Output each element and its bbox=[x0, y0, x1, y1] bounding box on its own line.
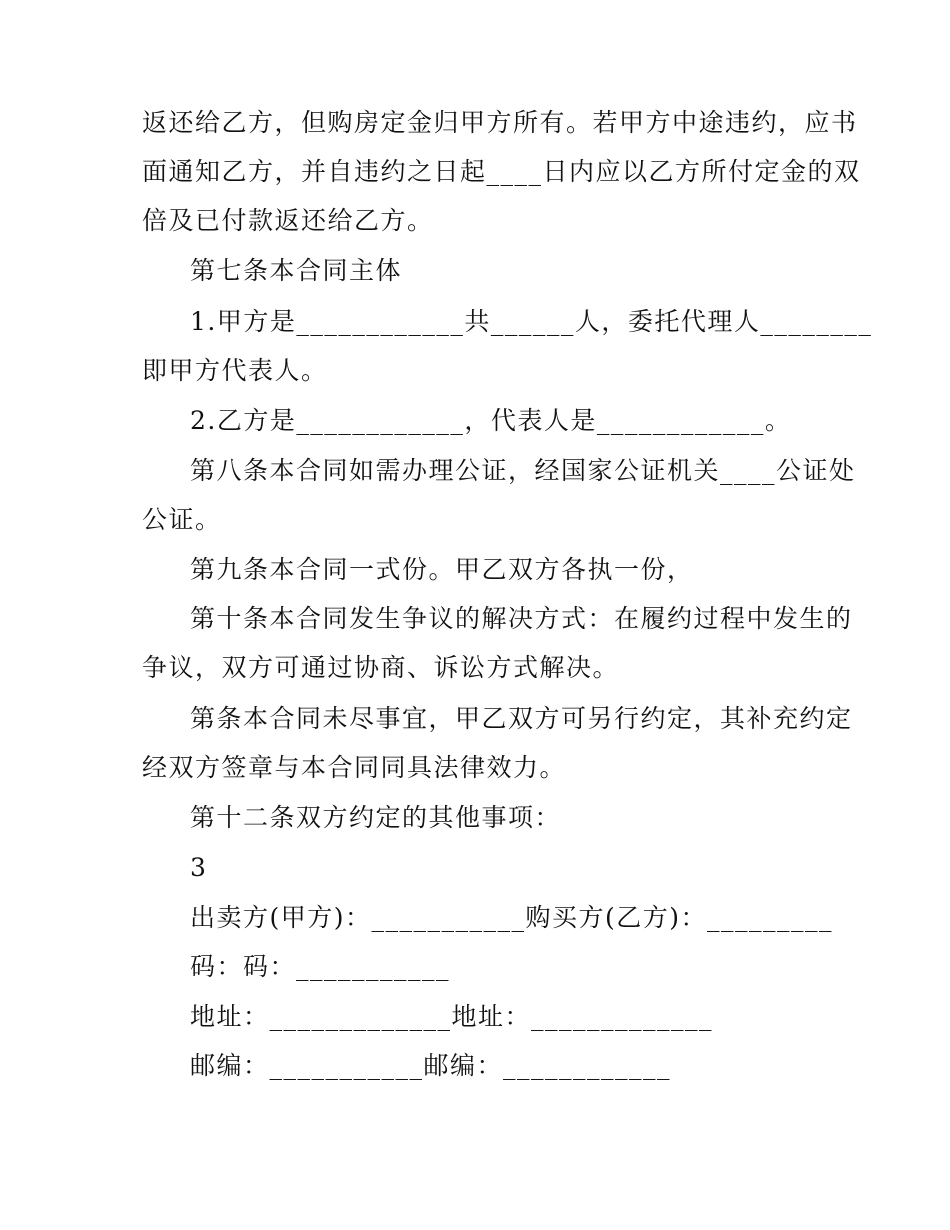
address-line: 地址：_____________地址：_____________ bbox=[190, 1002, 714, 1031]
text-line: 即甲方代表人。 bbox=[142, 356, 328, 385]
text-line: 面通知乙方，并自违约之日起____日内应以乙方所付定金的双 bbox=[142, 157, 861, 186]
article-12-heading: 第十二条双方约定的其他事项： bbox=[190, 803, 562, 832]
signature-parties-line: 出卖方(甲方)：___________购买方(乙方)：_________ bbox=[190, 903, 834, 932]
article-7-heading: 第七条本合同主体 bbox=[190, 256, 403, 285]
article-10-text: 第十条本合同发生争议的解决方式：在履约过程中发生的 bbox=[190, 604, 853, 633]
text-line: 1.甲方是____________共______人，委托代理人________ bbox=[190, 307, 873, 336]
text-line: 返还给乙方，但购房定金归甲方所有。若甲方中途违约，应书 bbox=[142, 108, 858, 137]
text-line: 倍及已付款返还给乙方。 bbox=[142, 206, 434, 235]
text-line: 争议，双方可通过协商、诉讼方式解决。 bbox=[142, 653, 620, 682]
list-number: 3 bbox=[190, 853, 208, 882]
article-8-text: 第八条本合同如需办理公证，经国家公证机关____公证处 bbox=[190, 456, 856, 485]
text-line: 经双方签章与本合同同具法律效力。 bbox=[142, 753, 567, 782]
text-line: 2.乙方是____________，代表人是____________。 bbox=[190, 406, 792, 435]
article-9-text: 第九条本合同一式份。甲乙双方各执一份， bbox=[190, 555, 694, 584]
postcode-line: 邮编：___________邮编：____________ bbox=[190, 1051, 672, 1080]
article-11-text: 第条本合同未尽事宜，甲乙双方可另行约定，其补充约定 bbox=[190, 704, 853, 733]
text-line: 公证。 bbox=[142, 505, 222, 534]
code-line: 码：码：___________ bbox=[190, 952, 451, 981]
